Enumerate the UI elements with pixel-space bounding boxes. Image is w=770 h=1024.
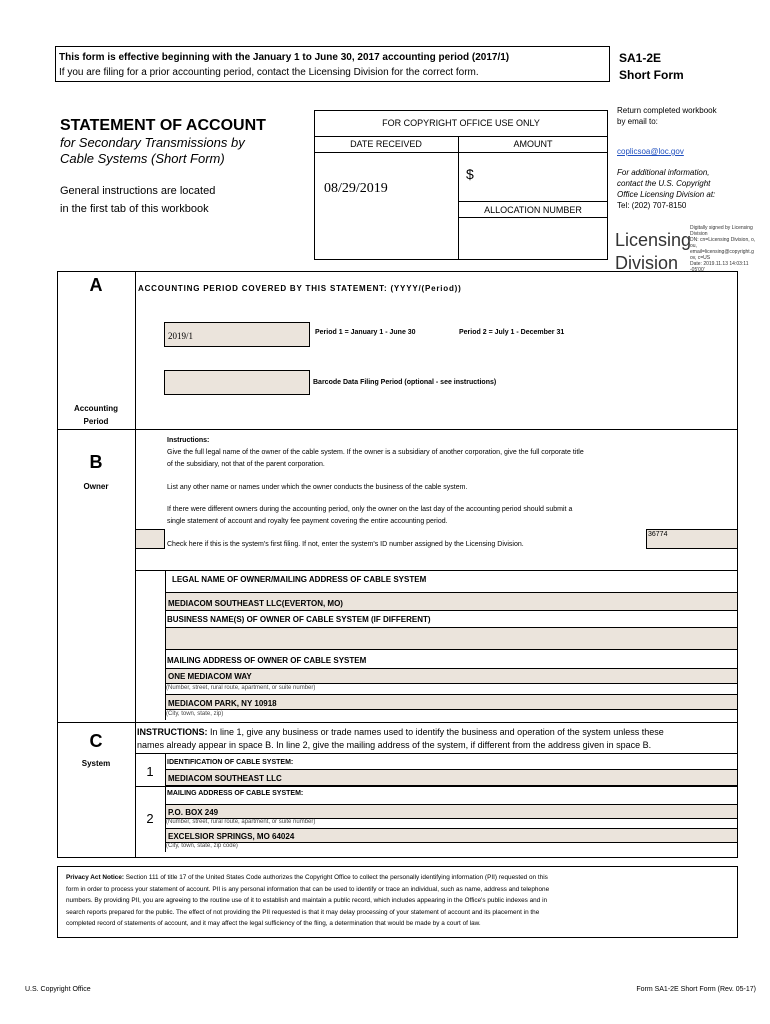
privacy-notice-bold: Privacy Act Notice: (66, 874, 125, 881)
section-b-instruction-3b: single statement of account and royalty fee payment covering the entire accounting period. (167, 518, 448, 525)
date-received-label: DATE RECEIVED (350, 139, 422, 149)
system-city-hint: (City, town, state, zip code) (166, 843, 238, 849)
privacy-line-3: numbers. By providing PII, you are agreeing to the routine use of it to establish and maintain a public record, which includes appearing in the Office's public indexes and in (66, 897, 548, 904)
licensing-logo-line-1: Licensing (615, 230, 692, 250)
section-c-name: System (81, 759, 111, 768)
owner-city-value: MEDIACOM PARK, NY 10918 (168, 699, 277, 708)
line-2-number: 2 (146, 811, 154, 826)
business-name-label: BUSINESS NAME(S) OF OWNER OF CABLE SYSTEM (IF DIFFERENT) (167, 615, 431, 624)
period-1-legend: Period 1 = January 1 - June 30 (315, 329, 416, 336)
date-received-value: 08/29/2019 (324, 181, 388, 196)
form-code: SA1-2E (619, 51, 662, 65)
section-b-instructions-title: Instructions: (167, 437, 210, 444)
system-street-hint: (Number, street, rural route, apartment, or suite number) (166, 819, 316, 825)
prior-period-text: If you are filing for a prior accounting period, contact the Licensing Division for the correct form. (59, 67, 479, 78)
allocation-number-label: ALLOCATION NUMBER (484, 205, 582, 215)
owner-street-value: ONE MEDIACOM WAY (168, 672, 252, 681)
legal-name-value: MEDIACOM SOUTHEAST LLC(EVERTON, MO) (168, 599, 343, 608)
business-name-input[interactable] (165, 627, 738, 650)
section-b-instruction-3a: If there were different owners during the accounting period, only the owner on the last day of the accounting period should submit a (167, 506, 573, 513)
info-line-3: Office Licensing Division at: (617, 190, 716, 199)
subtitle-2: Cable Systems (Short Form) (60, 151, 225, 166)
privacy-line-1: Section 111 of title 17 of the United States Code authorizes the Copyright Office to collect the personally identifying information (PII) requested on this (124, 874, 548, 881)
accounting-period-value: 2019/1 (168, 331, 194, 341)
barcode-period-label: Barcode Data Filing Period (optional - see instructions) (313, 379, 497, 386)
section-b-instruction-2: List any other name or names under which the owner conducts the business of the cable system. (167, 484, 468, 491)
subtitle-1: for Secondary Transmissions by (60, 135, 245, 150)
privacy-line-4: search reports prepared for the public. The effect of not providing the PII requested is that it may delay processing of your statement of account and its placement in the (66, 908, 540, 916)
privacy-line-2: form in order to process your statement of account. PII is any personal information that can be used to identify or trace an individual, such as name, address and telephone (66, 885, 550, 893)
identification-value: MEDIACOM SOUTHEAST LLC (168, 774, 282, 783)
section-c-instructions-line-2: names already appear in space B. In line 2, give the mailing address of the system, if different from the address given in space B. (137, 740, 652, 750)
footer-right: Form SA1-2E Short Form (Rev. 05-17) (636, 986, 756, 993)
privacy-line-5: completed record of statements of account, and it may affect the legal sufficiency of the fling, a determination that would be made by a court of law. (66, 920, 481, 927)
general-instructions-2: in the first tab of this workbook (60, 203, 209, 215)
office-use-header: FOR COPYRIGHT OFFICE USE ONLY (382, 118, 540, 128)
form-name: Short Form (619, 68, 684, 82)
system-id-value: 36774 (648, 531, 668, 538)
section-a-heading: ACCOUNTING PERIOD COVERED BY THIS STATEMENT: (YYYY/(Period)) (138, 284, 462, 293)
info-line-2: contact the U.S. Copyright (617, 179, 711, 188)
return-text-1: Return completed workbook (617, 106, 717, 115)
section-c-letter: C (89, 731, 103, 751)
privacy-notice (66, 872, 549, 930)
amount-dollar-sign: $ (466, 166, 474, 182)
system-street-value: P.O. BOX 249 (168, 808, 219, 817)
footer-left: U.S. Copyright Office (25, 986, 91, 993)
period-2-legend: Period 2 = July 1 - December 31 (459, 329, 565, 336)
general-instructions-1: General instructions are located (60, 185, 216, 197)
first-filing-checkbox[interactable] (135, 529, 165, 549)
effective-notice-text: This form is effective beginning with the January 1 to June 30, 2017 accounting period (2017/1) (59, 52, 510, 63)
section-b-instruction-1a: Give the full legal name of the owner of the cable system. If the owner is a subsidiary of another corporation, give the full corporate title (167, 449, 584, 456)
line-1-number: 1 (146, 764, 154, 779)
page-title: STATEMENT OF ACCOUNT (60, 117, 266, 134)
identification-label: IDENTIFICATION OF CABLE SYSTEM: (167, 759, 294, 766)
legal-name-label: LEGAL NAME OF OWNER/MAILING ADDRESS OF CABLE SYSTEM (172, 575, 427, 584)
section-a-name-2: Period (83, 417, 109, 426)
system-city-value: EXCELSIOR SPRINGS, MO 64024 (168, 832, 295, 841)
section-a-letter: A (89, 275, 103, 295)
email-link[interactable]: coplicsoa@loc.gov (617, 147, 684, 156)
return-text-2: by email to: (617, 117, 658, 126)
info-line-4: Tel: (202) 707-8150 (617, 201, 687, 210)
system-street-input[interactable] (165, 804, 738, 819)
barcode-period-input[interactable] (164, 370, 310, 395)
owner-city-hint: (City, town, state, zip) (166, 711, 224, 717)
section-a-name-1: Accounting (74, 404, 118, 413)
signature-details: Digitally signed by Licensing Division DN: cn=Licensing Division, o, ou, email=licensing@copyright.g ov, c=US Date: 2019.11.13 14:03:11 -05'00' (690, 225, 756, 273)
licensing-logo-line-2: Division (615, 253, 679, 273)
section-c-instructions (137, 727, 664, 737)
owner-mailing-label: MAILING ADDRESS OF OWNER OF CABLE SYSTEM (167, 656, 367, 665)
system-mailing-label: MAILING ADDRESS OF CABLE SYSTEM: (167, 790, 304, 797)
section-b-letter: B (89, 452, 103, 472)
section-b-instruction-1b: of the subsidiary, not that of the parent corporation. (167, 461, 325, 468)
section-c-instructions-bold: INSTRUCTIONS: (137, 727, 208, 737)
first-filing-label: Check here if this is the system's first filing. If not, enter the system's ID number assigned by the Licensing Division. (167, 541, 524, 548)
section-c-instructions-text-1: In line 1, give any business or trade names used to identify the business and operation of the system unless these (207, 727, 664, 737)
section-b-name: Owner (83, 482, 109, 491)
info-line-1: For additional information, (617, 168, 710, 177)
amount-label: AMOUNT (513, 139, 553, 149)
owner-street-hint: (Number, street, rural route, apartment, or suite number) (166, 685, 316, 691)
